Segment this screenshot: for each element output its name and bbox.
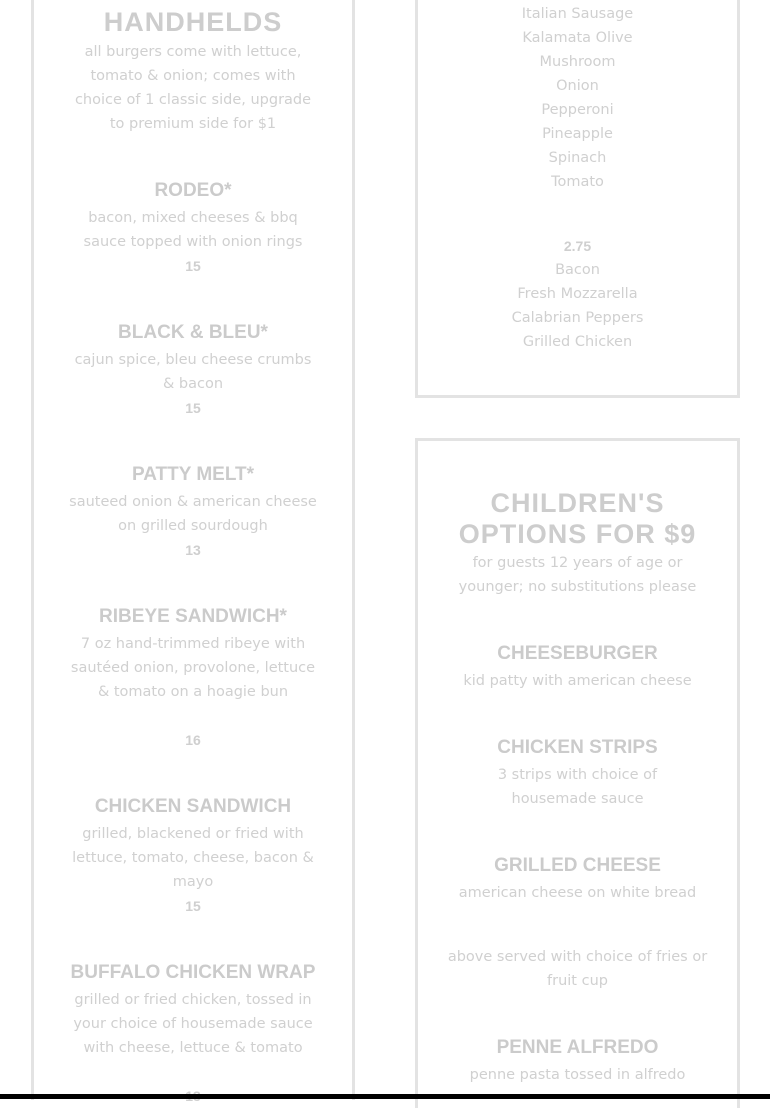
item-title-penne-alfredo: PENNE ALFREDO (496, 1037, 659, 1058)
item-price-black-bleu: 15 (185, 400, 201, 416)
topping-item: Mushroom (539, 54, 616, 70)
item-price-patty-melt: 13 (185, 542, 201, 558)
item-title-cheeseburger: CHEESEBURGER (497, 643, 658, 664)
topping-item: Pepperoni (541, 102, 614, 118)
item-title-grilled-cheese: GRILLED CHEESE (494, 855, 661, 876)
bottom-edge-bar (0, 1094, 770, 1099)
item-title-rodeo: RODEO* (154, 180, 232, 201)
item-desc-grilled-cheese: american cheese on white bread (458, 885, 697, 901)
item-price-rodeo: 15 (185, 258, 201, 274)
topping-item: Tomato (551, 174, 604, 190)
children-description: for guests 12 years of age or younger; no substitutions please (458, 555, 697, 595)
item-title-chicken-strips: CHICKEN STRIPS (497, 737, 658, 758)
topping-item: Onion (556, 78, 599, 94)
topping-premium-price: 2.75 (563, 238, 592, 254)
item-title-ribeye: RIBEYE SANDWICH* (99, 606, 287, 627)
item-desc-chicken-sandwich: grilled, blackened or fried with lettuce, tomato, cheese, bacon & mayo (72, 826, 314, 890)
item-desc-chicken-strips: 3 strips with choice of housemade sauce (497, 767, 658, 807)
topping-item: Italian Sausage (521, 6, 634, 22)
item-desc-ribeye: 7 oz hand-trimmed ribeye with sautéed onion, provolone, lettuce & tomato on a hoagie bun (70, 636, 316, 700)
topping-item: Pineapple (542, 126, 613, 142)
item-title-patty-melt: PATTY MELT* (131, 464, 255, 485)
children-served-note: above served with choice of fries or fruit cup (447, 949, 708, 989)
children-title-line2: OPTIONS FOR $9 (458, 519, 697, 549)
handhelds-description: all burgers come with lettuce, tomato & onion; comes with choice of 1 classic side, upgrade to premium side for $1 (74, 44, 312, 132)
item-title-black-bleu: BLACK & BLEU* (118, 322, 268, 343)
item-desc-rodeo: bacon, mixed cheeses & bbq sauce topped with onion rings (83, 210, 303, 250)
handhelds-title: HANDHELDS (103, 7, 283, 37)
item-price-ribeye: 16 (185, 732, 201, 748)
topping-item: Bacon (555, 262, 600, 278)
item-title-chicken-sandwich: CHICKEN SANDWICH (94, 796, 292, 817)
item-desc-patty-melt: sauteed onion & american cheese on grilled sourdough (69, 494, 317, 534)
topping-item: Spinach (548, 150, 607, 166)
item-desc-cheeseburger: kid patty with american cheese (463, 673, 692, 689)
item-title-buffalo-wrap: BUFFALO CHICKEN WRAP (70, 962, 316, 983)
item-desc-black-bleu: cajun spice, bleu cheese crumbs & bacon (74, 352, 312, 392)
item-price-chicken-sandwich: 15 (185, 898, 201, 914)
topping-item: Fresh Mozzarella (517, 286, 638, 302)
topping-item: Grilled Chicken (522, 334, 633, 350)
topping-item: Kalamata Olive (522, 30, 633, 46)
item-desc-buffalo-wrap: grilled or fried chicken, tossed in your choice of housemade sauce with cheese, lettuce & tomato (73, 992, 313, 1056)
topping-item: Calabrian Peppers (511, 310, 644, 326)
item-desc-penne-alfredo: penne pasta tossed in alfredo (469, 1067, 686, 1083)
children-title-line1: CHILDREN'S (490, 488, 665, 518)
